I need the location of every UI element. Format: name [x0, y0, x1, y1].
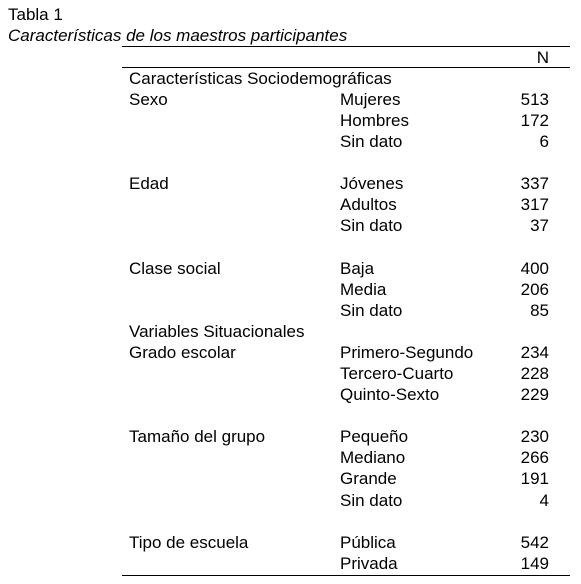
- row-label: Mediano: [340, 448, 406, 467]
- row-label: Tercero-Cuarto: [340, 364, 454, 383]
- section-heading-sociodemographic: Características Sociodemográficas: [129, 69, 392, 88]
- row-label: Jóvenes: [340, 174, 404, 193]
- row-value: 229: [520, 385, 549, 404]
- header-rule: [122, 67, 570, 68]
- row-value: 337: [520, 174, 549, 193]
- table-number: Tabla 1: [8, 5, 63, 24]
- row-label: Mujeres: [340, 90, 401, 109]
- row-value: 85: [530, 301, 549, 320]
- column-header-n: N: [536, 48, 549, 67]
- row-label: Sin dato: [340, 216, 403, 235]
- top-rule: [122, 46, 570, 47]
- row-value: 400: [520, 259, 549, 278]
- row-label: Adultos: [340, 195, 397, 214]
- section-heading-situational: Variables Situacionales: [129, 322, 305, 341]
- row-value: 234: [520, 343, 549, 362]
- row-value: 206: [520, 280, 549, 299]
- row-value: 149: [520, 554, 549, 573]
- row-value: 266: [520, 448, 549, 467]
- group-label-tamano-del-grupo: Tamaño del grupo: [129, 427, 266, 446]
- row-value: 172: [520, 111, 549, 130]
- row-label: Privada: [340, 554, 398, 573]
- row-label: Sin dato: [340, 491, 403, 510]
- group-label-clase-social: Clase social: [129, 259, 221, 278]
- row-label: Pública: [340, 533, 396, 552]
- row-value: 542: [520, 533, 549, 552]
- row-value: 513: [520, 90, 549, 109]
- group-label-edad: Edad: [129, 174, 169, 193]
- row-label: Baja: [340, 259, 375, 278]
- table-title: Características de los maestros participantes: [8, 26, 348, 45]
- row-label: Quinto-Sexto: [340, 385, 440, 404]
- row-label: Primero-Segundo: [340, 343, 474, 362]
- group-label-tipo-de-escuela: Tipo de escuela: [129, 533, 249, 552]
- row-value: 228: [520, 364, 549, 383]
- row-label: Sin dato: [340, 132, 403, 151]
- bottom-rule: [122, 575, 570, 576]
- row-value: 4: [539, 491, 549, 510]
- row-label: Hombres: [340, 111, 409, 130]
- row-value: 317: [520, 195, 549, 214]
- group-label-sexo: Sexo: [129, 90, 168, 109]
- row-label: Grande: [340, 469, 397, 488]
- row-label: Pequeño: [340, 427, 409, 446]
- row-value: 191: [520, 469, 549, 488]
- row-label: Sin dato: [340, 301, 403, 320]
- row-value: 37: [530, 216, 549, 235]
- row-label: Media: [340, 280, 387, 299]
- row-value: 230: [520, 427, 549, 446]
- row-value: 6: [539, 132, 549, 151]
- group-label-grado-escolar: Grado escolar: [129, 343, 236, 362]
